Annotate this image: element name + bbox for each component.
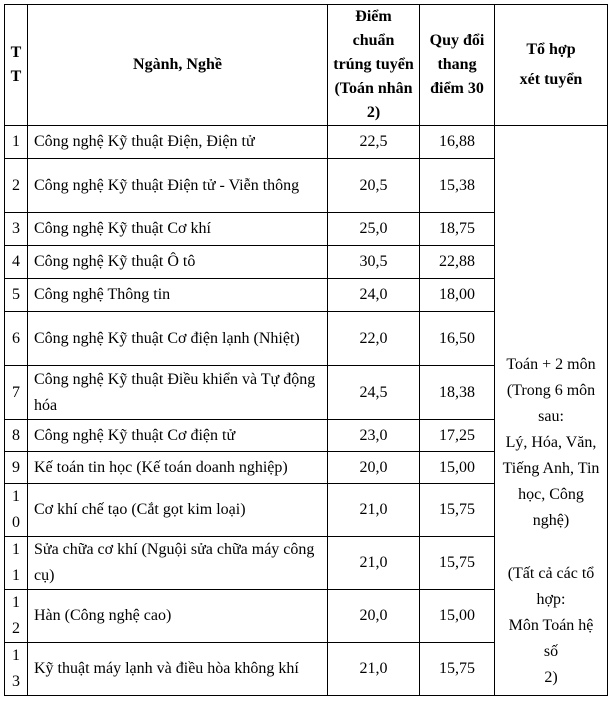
header-conversion: Quy đổi thang điểm 30 — [420, 5, 495, 126]
row-number: 9 — [5, 452, 28, 484]
combination-cell — [495, 126, 608, 696]
combo-line: Môn Toán hệ số — [508, 617, 594, 660]
converted-score: 16,88 — [420, 126, 495, 159]
admission-score: 20,5 — [328, 159, 420, 213]
major-name: Cơ khí chế tạo (Cắt gọt kim loại) — [28, 484, 328, 537]
major-name: Công nghệ Kỹ thuật Cơ điện tử — [28, 420, 328, 452]
row-number: 1 — [5, 126, 28, 159]
major-name: Công nghệ Kỹ thuật Cơ khí — [28, 213, 328, 246]
combo-line: Lý, Hóa, Văn, — [505, 434, 597, 451]
converted-score: 18,75 — [420, 213, 495, 246]
row-number: 6 — [5, 312, 28, 366]
converted-score: 15,75 — [420, 643, 495, 696]
admission-score: 23,0 — [328, 420, 420, 452]
admission-score: 21,0 — [328, 537, 420, 590]
major-name: Công nghệ Kỹ thuật Điện tử - Viễn thông — [28, 159, 328, 213]
major-name: Công nghệ Kỹ thuật Ô tô — [28, 246, 328, 279]
row-number: 8 — [5, 420, 28, 452]
combo-line: sau: — [538, 408, 564, 425]
row-number: 3 — [5, 213, 28, 246]
admission-score: 24,0 — [328, 279, 420, 312]
converted-score: 17,25 — [420, 420, 495, 452]
combo-line: hợp: — [536, 591, 566, 608]
table-row — [5, 126, 608, 159]
header-score: Điểm chuẩn trúng tuyển (Toán nhân 2) — [328, 5, 420, 126]
admission-score: 22,0 — [328, 312, 420, 366]
admission-score: 20,0 — [328, 452, 420, 484]
converted-score: 22,88 — [420, 246, 495, 279]
combo-line: Tiếng Anh, Tin — [502, 460, 600, 477]
admission-score: 24,5 — [328, 366, 420, 420]
major-name: Kỹ thuật máy lạnh và điều hòa không khí — [28, 643, 328, 696]
admission-score: 22,5 — [328, 126, 420, 159]
row-number: 1 3 — [5, 643, 28, 696]
admission-score: 21,0 — [328, 643, 420, 696]
major-name: Công nghệ Kỹ thuật Điện, Điện tử — [28, 126, 328, 159]
row-number: 1 2 — [5, 590, 28, 643]
converted-score: 15,38 — [420, 159, 495, 213]
combo-line: (Tất cả các tổ — [507, 565, 595, 582]
header-row — [5, 5, 608, 126]
major-name: Công nghệ Kỹ thuật Điều khiển và Tự động hóa — [28, 366, 328, 420]
admission-score: 25,0 — [328, 213, 420, 246]
combo-line: (Trong 6 môn — [506, 382, 596, 399]
converted-score: 18,38 — [420, 366, 495, 420]
row-number: 1 1 — [5, 537, 28, 590]
converted-score: 16,50 — [420, 312, 495, 366]
converted-score: 15,00 — [420, 452, 495, 484]
major-name: Công nghệ Kỹ thuật Cơ điện lạnh (Nhiệt) — [28, 312, 328, 366]
major-name: Hàn (Công nghệ cao) — [28, 590, 328, 643]
row-number: 5 — [5, 279, 28, 312]
row-number: 4 — [5, 246, 28, 279]
header-major: Ngành, Nghề — [28, 5, 328, 126]
combo-line: 2) — [544, 669, 558, 686]
admission-score: 20,0 — [328, 590, 420, 643]
converted-score: 18,00 — [420, 279, 495, 312]
row-number: 2 — [5, 159, 28, 213]
major-name: Kế toán tin học (Kế toán doanh nghiệp) — [28, 452, 328, 484]
converted-score: 15,75 — [420, 537, 495, 590]
combo-line: Toán + 2 môn — [506, 356, 596, 373]
admission-table — [4, 4, 608, 696]
header-tt: T T — [5, 5, 28, 126]
admission-score: 21,0 — [328, 484, 420, 537]
major-name: Công nghệ Thông tin — [28, 279, 328, 312]
converted-score: 15,75 — [420, 484, 495, 537]
row-number: 1 0 — [5, 484, 28, 537]
combo-line: học, Công nghệ) — [518, 486, 584, 529]
converted-score: 15,00 — [420, 590, 495, 643]
row-number: 7 — [5, 366, 28, 420]
header-combination: Tổ hợp xét tuyển — [495, 5, 608, 126]
admission-score: 30,5 — [328, 246, 420, 279]
major-name: Sửa chữa cơ khí (Nguội sửa chữa máy công cụ) — [28, 537, 328, 590]
